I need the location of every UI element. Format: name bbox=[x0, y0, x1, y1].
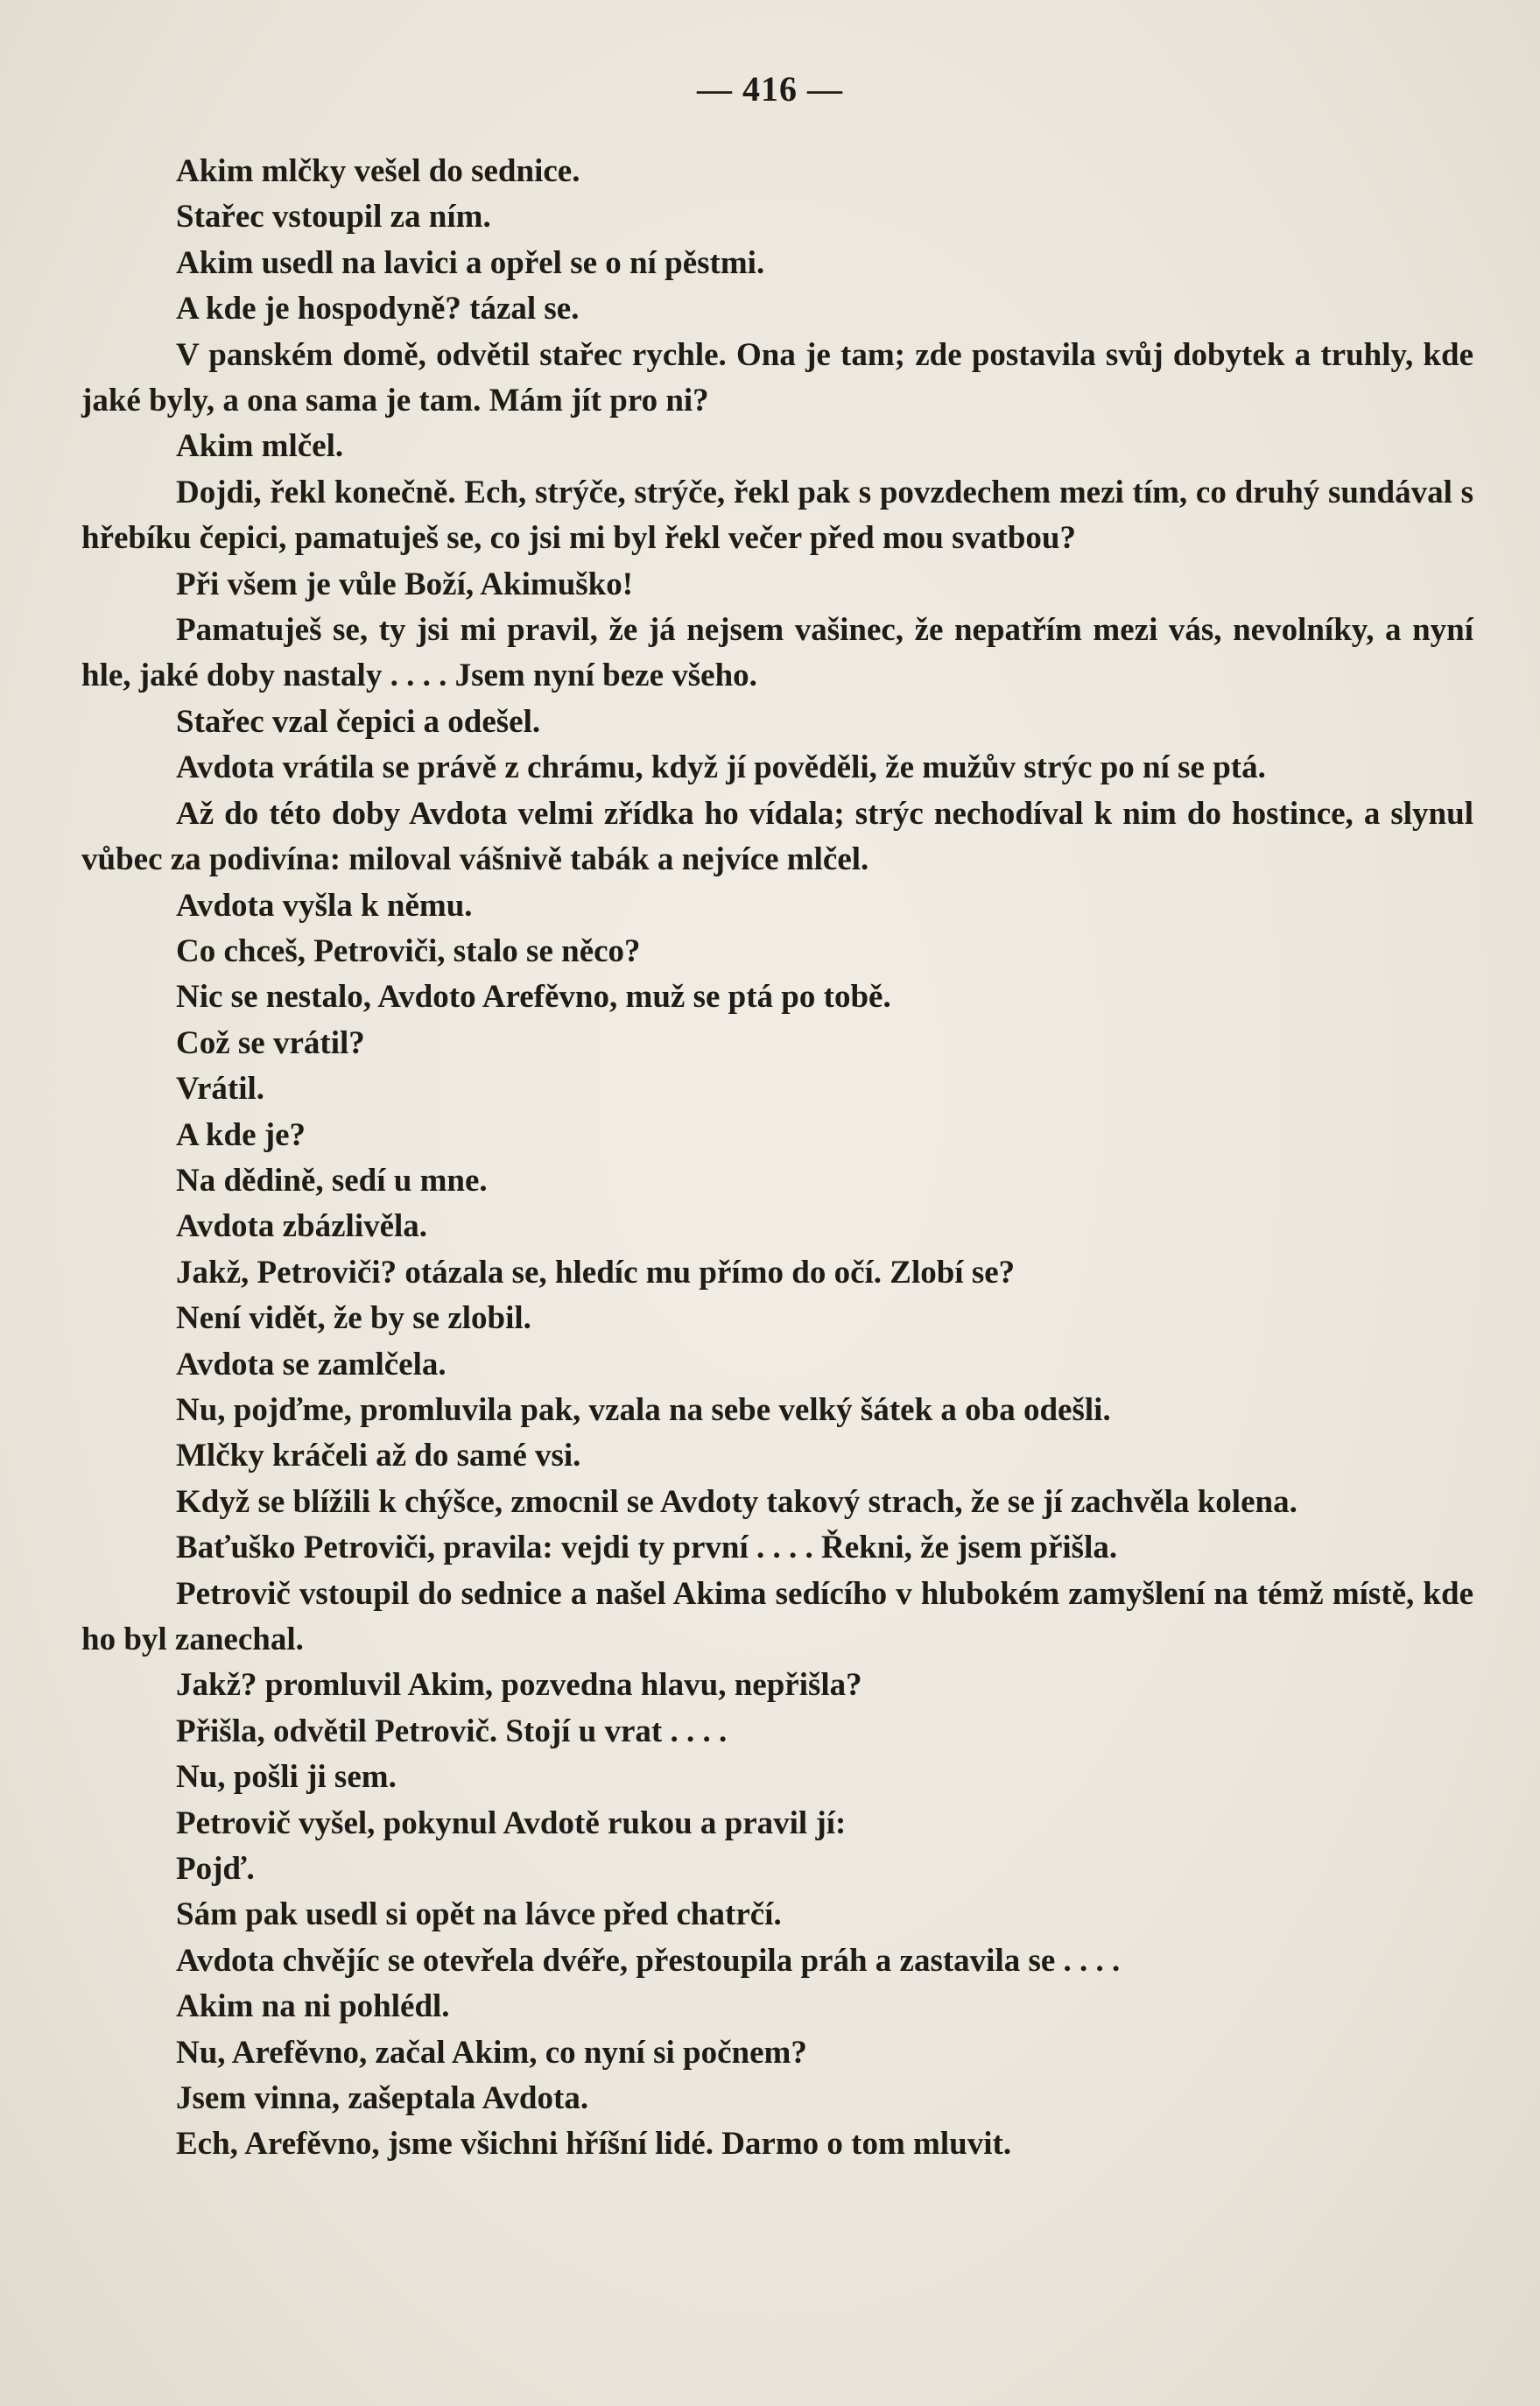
paragraph: Baťuško Petroviči, pravila: vejdi ty první . . . . Řekni, že jsem přišla. bbox=[176, 1530, 1118, 1566]
paragraph: Petrovič vstoupil do sednice a našel Akima sedícího v hlubokém zamyšlení na témž místě, kde ho byl zanechal. bbox=[81, 1575, 1473, 1657]
paragraph: Jsem vinna, zašeptala Avdota. bbox=[176, 2080, 589, 2117]
paragraph: Jakž? promluvil Akim, pozvedna hlavu, nepřišla? bbox=[176, 1667, 862, 1704]
paragraph: Vrátil. bbox=[176, 1071, 265, 1108]
paragraph: A kde je? bbox=[176, 1116, 306, 1153]
paragraph: Až do této doby Avdota velmi zřídka ho vídala; strýc nechodíval k nim do hostince, a slynul vůbec za podivína: miloval vášnivě tabák a nejvíce mlčel. bbox=[81, 795, 1473, 878]
paragraph: Na dědině, sedí u mne. bbox=[176, 1162, 488, 1199]
paragraph: Přišla, odvětil Petrovič. Stojí u vrat . . . . bbox=[176, 1713, 728, 1749]
paragraph: Akim usedl na lavici a opřel se o ní pěstmi. bbox=[176, 244, 765, 281]
paragraph: Pojď. bbox=[176, 1851, 255, 1888]
paragraph: Nu, Arefěvno, začal Akim, co nyní si počnem? bbox=[176, 2034, 807, 2071]
paragraph: Dojdi, řekl konečně. Ech, strýče, strýče, řekl pak s povzdechem mezi tím, co druhý sundával s hřebíku čepici, pamatuješ se, co jsi mi byl řekl večer před mou svatbou? bbox=[81, 474, 1473, 557]
paragraph: Nu, pojďme, promluvila pak, vzala na sebe velký šátek a oba odešli. bbox=[176, 1391, 1111, 1428]
body-text bbox=[81, 149, 1473, 2168]
paragraph: Což se vrátil? bbox=[176, 1024, 365, 1061]
paragraph: Stařec vstoupil za ním. bbox=[176, 199, 491, 236]
paragraph: Při všem je vůle Boží, Akimuško! bbox=[176, 566, 634, 602]
paragraph: Petrovič vyšel, pokynul Avdotě rukou a pravil jí: bbox=[176, 1804, 847, 1841]
paragraph: Jakž, Petroviči? otázala se, hledíc mu přímo do očí. Zlobí se? bbox=[176, 1254, 1016, 1291]
page-number: — 416 — bbox=[697, 69, 843, 109]
paragraph: Nu, pošli ji sem. bbox=[176, 1759, 397, 1796]
paragraph: A kde je hospodyně? tázal se. bbox=[176, 291, 580, 327]
paragraph: Není vidět, že by se zlobil. bbox=[176, 1300, 531, 1337]
paragraph: V panském domě, odvětil stařec rychle. Ona je tam; zde postavila svůj dobytek a truhly, kde jaké byly, a ona sama je tam. Mám jít pro ni? bbox=[81, 336, 1473, 419]
paragraph: Ech, Arefěvno, jsme všichni hříšní lidé. Darmo o tom mluvit. bbox=[176, 2126, 1012, 2163]
paragraph: Pamatuješ se, ty jsi mi pravil, že já nejsem vašinec, že nepatřím mezi vás, nevolníky, a nyní hle, jaké doby nastaly . . . . Jsem nyní beze všeho. bbox=[81, 612, 1473, 694]
paragraph: Avdota vyšla k němu. bbox=[176, 887, 473, 924]
paragraph: Avdota se zamlčela. bbox=[176, 1346, 447, 1382]
paragraph: Co chceš, Petroviči, stalo se něco? bbox=[176, 932, 641, 969]
paragraph: Akim mlčky vešel do sednice. bbox=[176, 153, 580, 189]
paragraph: Stařec vzal čepici a odešel. bbox=[176, 703, 541, 740]
paragraph: Akim na ni pohlédl. bbox=[176, 1988, 450, 2025]
paragraph: Avdota zbázlivěla. bbox=[176, 1208, 428, 1245]
paragraph: Avdota chvějíc se otevřela dvéře, přestoupila práh a zastavila se . . . . bbox=[176, 1942, 1121, 1979]
paragraph: Avdota vrátila se právě z chrámu, když jí pověděli, že mužův strýc po ní se ptá. bbox=[176, 749, 1266, 786]
paragraph: Mlčky kráčeli až do samé vsi. bbox=[176, 1438, 581, 1474]
paragraph: Sám pak usedl si opět na lávce před chatrčí. bbox=[176, 1896, 782, 1933]
paragraph: Akim mlčel. bbox=[176, 428, 344, 465]
paragraph: Nic se nestalo, Avdoto Arefěvno, muž se ptá po tobě. bbox=[176, 979, 891, 1016]
paragraph: Když se blížili k chýšce, zmocnil se Avdoty takový strach, že se jí zachvěla kolena. bbox=[176, 1483, 1297, 1520]
